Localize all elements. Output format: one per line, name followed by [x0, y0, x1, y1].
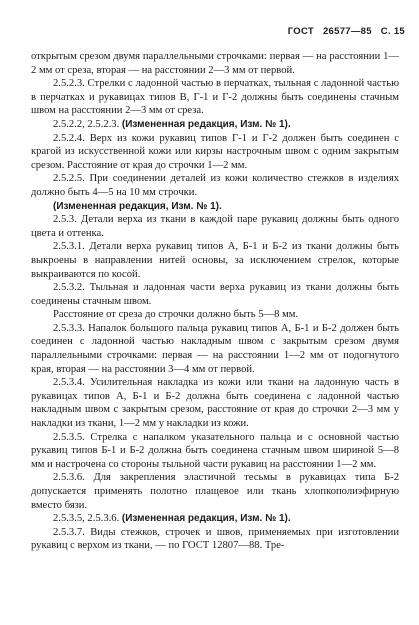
amendment-note: [31, 512, 399, 526]
paragraph: 2.5.3.6. Для закрепления эластичной тесьмы в рукавицах типа Б-2 допускается применять полотно плащевое или ткань хлопкополиэфирную вместо бязи.: [31, 472, 399, 511]
page-header: [282, 26, 405, 37]
clause-refs: 2.5.3.5, 2.5.3.6.: [53, 513, 120, 525]
clause-refs: 2.5.2.2, 2.5.2.3.: [53, 118, 120, 130]
paragraph: 2.5.3. Детали верха из ткани в каждой паре рукавиц должны быть одного цвета и оттенка.: [31, 214, 399, 239]
paragraph: 2.5.3.3. Напалок большого пальца рукавиц типов А, Б-1 и Б-2 должен быть соединен с ладонной частью накладным швом с закрытым срезом двумя параллельными строчками: первая — на расстоянии 1—2 мм от подогнутого края, вторая — на расстоянии 3—4 мм от первой.: [31, 322, 399, 375]
paragraph: 2.5.3.1. Детали верха рукавиц типов А, Б-1 и Б-2 из ткани должны быть выкроены в направлении нитей основы, за исключением стрелок, которые выкраиваются по косой.: [31, 241, 399, 280]
paragraph: 2.5.2.3. Стрелки с ладонной частью в перчатках, тыльная с ладонной частью в перчатках и рукавицах типов В, Г-1 и Г-2 должны быть соединены стачным швом на расстоянии 2—3 мм от среза.: [31, 78, 399, 117]
paragraph: 2.5.3.7. Виды стежков, строчек и швов, применяемых при изготовлении рукавиц с верхом из ткани, — по ГОСТ 12807—88. Тре-: [31, 526, 399, 552]
paragraph: 2.5.3.2. Тыльная и ладонная части верха рукавиц из ткани должны быть соединены стачным швом.: [31, 282, 399, 307]
amendment-label: (Измененная редакция, Изм. № 1).: [121, 513, 291, 525]
amendment-note: [31, 200, 399, 214]
paragraph: 2.5.2.4. Верх из кожи рукавиц типов Г-1 и Г-2 должен быть соединен с крагой из искусственной кожи или кирзы настрочным швом с одним закрытым срезом. Расстояние от края до строчки 1—2 мм.: [31, 132, 399, 171]
amendment-note: [31, 118, 399, 132]
paragraph: 2.5.3.4. Усилительная накладка из кожи или ткани на ладонную часть в рукавицах типов А, Б-1 и Б-2 должна быть соединена с ладонной частью накладным швом с закрытым срезом, расстояние от края до строчки 2—3 мм у накладки из ткани, 1—2 мм у накладки из кожи.: [31, 377, 399, 430]
header-standard-number: 26577—85: [322, 26, 372, 37]
paragraph: 2.5.2.5. При соединении деталей из кожи количество стежков в изделиях должно быть 4—5 на 10 мм строчки.: [31, 173, 399, 198]
paragraph: Расстояние от среза до строчки должно быть 5—8 мм.: [53, 309, 299, 321]
amendment-label: (Измененная редакция, Изм. № 1).: [53, 200, 222, 212]
body-text: [31, 50, 399, 553]
header-page-number: С. 15: [380, 26, 405, 37]
header-gost: ГОСТ: [287, 26, 314, 37]
paragraph: 2.5.3.5. Стрелка с напалком указательного пальца и с основной частью рукавиц типов Б-1 и Б-2 должна быть соединена стачным швом шириной 5—8 мм и настрочена со стороны тыльной части рукавиц на расстоянии 1—2 мм.: [31, 431, 399, 470]
amendment-label: (Измененная редакция, Изм. № 1).: [121, 118, 291, 130]
paragraph: открытым срезом двумя параллельными строчками: первая — на расстоянии 1—2 мм от среза, вторая — на расстоянии 2—3 мм от первой.: [31, 51, 399, 76]
